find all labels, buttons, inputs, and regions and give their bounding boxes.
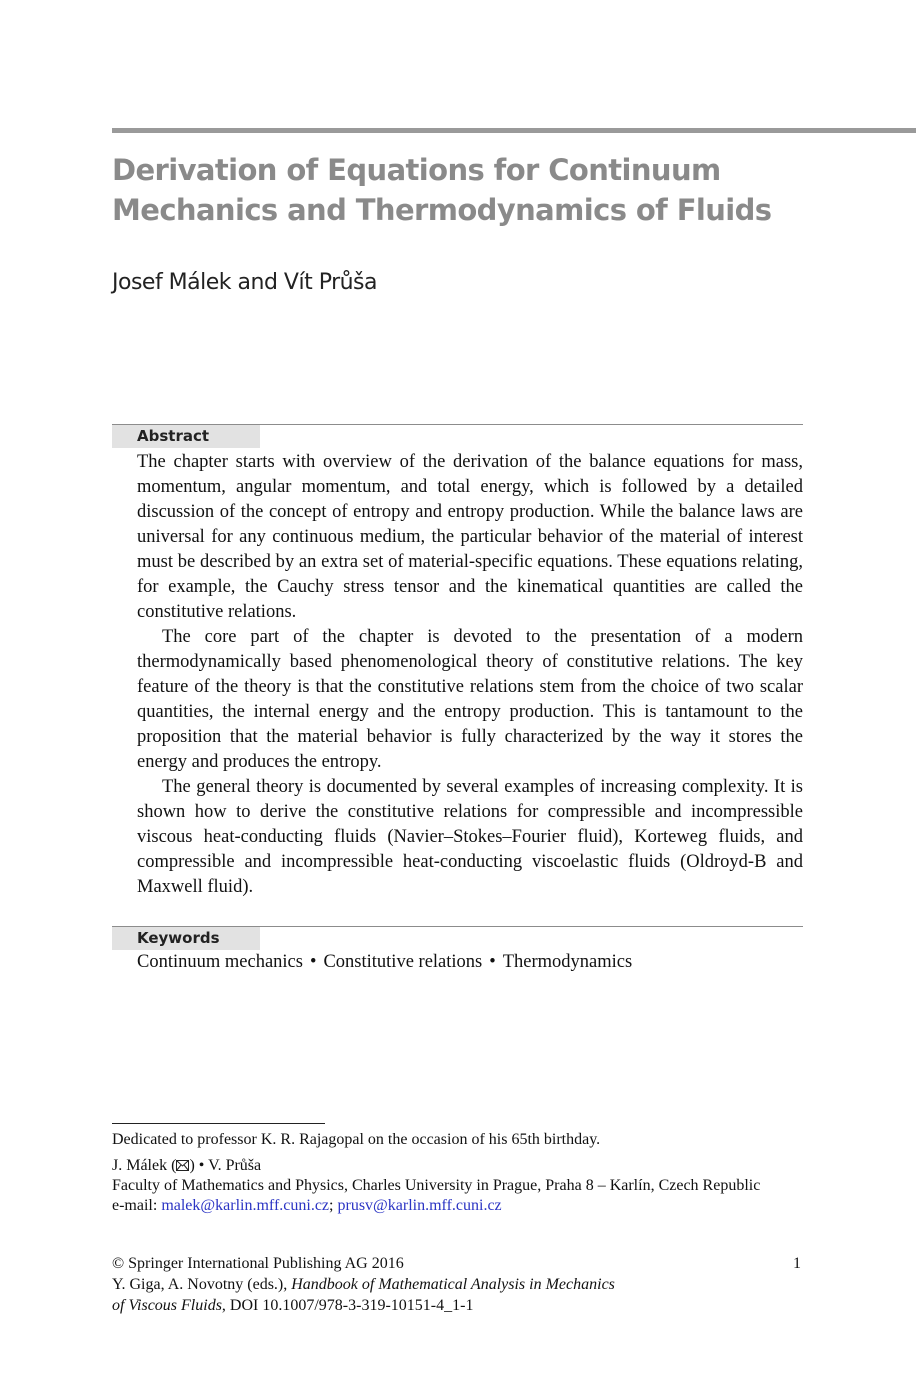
footnote-rule: [112, 1123, 325, 1124]
book-title-cont: of Viscous Fluids: [112, 1297, 222, 1314]
email-label: e-mail:: [112, 1197, 162, 1214]
email-line: [112, 1196, 782, 1216]
keyword: Continuum mechanics: [137, 952, 303, 972]
abstract-paragraph: The chapter starts with overview of the derivation of the balance equations for mass, momentum, angular momentum, and total energy, which is followed by a detailed discussion of the concept of entropy and entropy production. While the balance laws are universal for any continuous medium, the particular behavior of the material of interest must be described by an extra set of material-specific equations. These equations relating, for example, the Cauchy stress tensor and the kinematical quantities are called the constitutive relations.: [137, 452, 803, 622]
keyword: Constitutive relations: [323, 952, 483, 972]
affiliation: Faculty of Mathematics and Physics, Charles University in Prague, Praha 8 – Karlín, Czech Republic: [112, 1177, 761, 1194]
keywords-label: Keywords: [137, 929, 220, 947]
footnotes: [112, 1130, 782, 1216]
book-title: Handbook of Mathematical Analysis in Mechanics: [291, 1276, 615, 1293]
doi: , DOI 10.1007/978-3-319-10151-4_1-1: [221, 1297, 474, 1314]
keyword-separator: •: [309, 952, 317, 972]
publication-info: [112, 1253, 712, 1316]
title-line-2: Mechanics and Thermodynamics of Fluids: [112, 193, 772, 227]
abstract-label: Abstract: [137, 427, 210, 445]
email-separator: ;: [329, 1197, 338, 1214]
email-link-prusa[interactable]: prusv@karlin.mff.cuni.cz: [337, 1197, 502, 1214]
email-link-malek[interactable]: malek@karlin.mff.cuni.cz: [161, 1197, 330, 1214]
citation: [112, 1274, 712, 1316]
abstract-paragraph: The core part of the chapter is devoted to the presentation of a modern thermodynamically based phenomenological theory of constitutive relations. The key feature of the theory is that the constitutive relations stem from the choice of two scalar quantities, the internal energy and the entropy production. This is tantamount to the proposition that the material behavior is fully characterized by the way it stores the energy and produces the entropy.: [137, 627, 803, 772]
author-2: ) • V. Průša: [189, 1157, 262, 1174]
keyword-separator: •: [489, 952, 496, 972]
page-number: 1: [793, 1255, 801, 1272]
title-line-1: Derivation of Equations for Continuum: [112, 153, 721, 187]
abstract-paragraph: The general theory is documented by several examples of increasing complexity. It is shown how to derive the constitutive relations for compressible and incompressible viscous heat-conducting fluids (Navier–Stokes–Fourier fluid), Korteweg fluids, and compressible and incompressible heat-conducting viscoelastic fluids (Oldroyd-B and Maxwell fluid).: [137, 777, 803, 897]
keyword: Thermodynamics: [502, 952, 633, 972]
abstract-label-box: [112, 425, 260, 448]
chapter-title: [112, 150, 812, 230]
keywords-list: [137, 950, 803, 975]
copyright: © Springer International Publishing AG 2016: [112, 1255, 404, 1272]
editors: Y. Giga, A. Novotny (eds.),: [112, 1276, 292, 1293]
keywords-label-box: [112, 927, 260, 950]
author-1: J. Málek (: [112, 1157, 177, 1174]
abstract-body: [137, 450, 803, 900]
author-line: [112, 1156, 782, 1176]
envelope-icon: [176, 1156, 189, 1176]
top-rule: [112, 128, 916, 133]
authors: Josef Málek and Vít Průša: [112, 270, 378, 295]
dedication: Dedicated to professor K. R. Rajagopal on the occasion of his 65th birthday.: [112, 1131, 601, 1148]
